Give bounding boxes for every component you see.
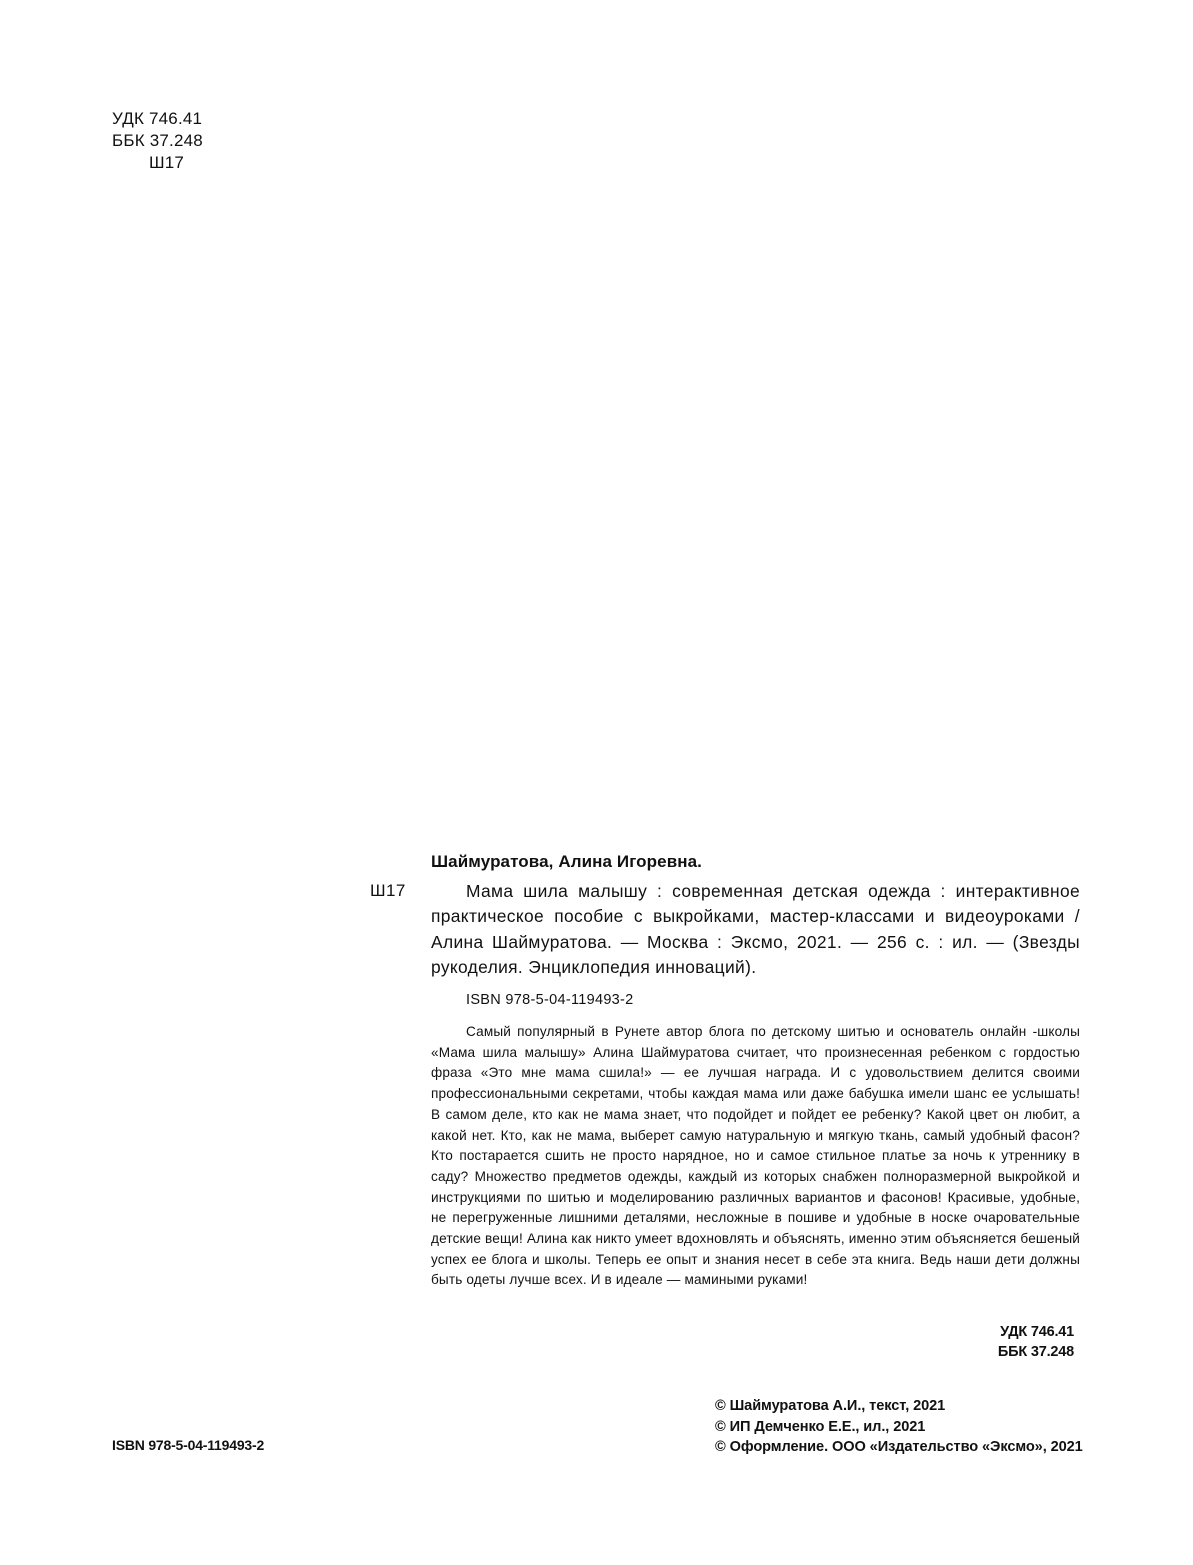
top-bbk-code: ББК 37.248 xyxy=(112,131,203,150)
copyright-publisher-line: © Оформление. ООО «Издательство «Эксмо», 2021 xyxy=(715,1439,1083,1456)
record-bbk-code: ББК 37.248 xyxy=(997,1344,1074,1360)
top-author-mark: Ш17 xyxy=(149,153,185,172)
footer-isbn: ISBN 978-5-04-119493-2 xyxy=(112,1437,265,1453)
copyright-author-line: © Шаймуратова А.И., текст, 2021 xyxy=(715,1398,946,1414)
record-classification-block xyxy=(960,1322,1074,1362)
record-author-mark: Ш17 xyxy=(370,881,406,900)
record-isbn: ISBN 978-5-04-119493-2 xyxy=(466,992,634,1008)
copyright-block xyxy=(715,1396,1083,1458)
record-udk-code: УДК 746.41 xyxy=(1000,1324,1074,1340)
top-classification-block xyxy=(112,108,203,174)
copyright-illustrator-line: © ИП Демченко Е.Е., ил., 2021 xyxy=(715,1418,926,1435)
annotation-text: Самый популярный в Рунете автор блога по детскому шитью и основатель онлайн -школы «Мама шила малышу» Алина Шаймуратова считает, что произнесенная ребенком с гордостью фраза «Это мне мама сшила!» — ее лучшая награда. И с удовольствием делится своими профессиональными секретами, чтобы каждая мама или даже бабушка имели шанс ее услышать! В самом деле, кто как не мама знает, что подойдет и пойдет ее ребенку? Какой цвет он любит, а какой нет. Кто, как не мама, выберет самую натуральную и мягкую ткань, самый удобный фасон? Кто постарается сшить не просто нарядное, но и самое стильное платье за ночь к утреннику в саду? Множество предметов одежды, каждый из которых снабжен полноразмерной выкройкой и инструкциями по шитью и моделированию различных вариантов и фасонов! Красивые, удобные, не перегруженные лишними деталями, несложные в пошиве и удобные в носке очаровательные детские вещи! Алина как никто умеет вдохновлять и объяснять, именно этим объясняется бешеный успех ее блога и школы. Теперь ее опыт и знания несет в себе эта книга. Ведь наши дети должны быть одеты лучше всех. И в идеале — мамиными руками! xyxy=(431,1024,1080,1288)
top-udk-code: УДК 746.41 xyxy=(112,109,203,128)
author-heading: Шаймуратова, Алина Игоревна. xyxy=(431,852,702,871)
bibliographic-description: Мама шила малышу : современная детская одежда : интерактивное практическое пособие с выкройками, мастер-классами и видеоуроками / Алина Шаймуратова. — Москва : Эксмо, 2021. — 256 с. : ил. — (Звезды рукоделия. Энциклопедия инноваций). xyxy=(431,881,1080,977)
